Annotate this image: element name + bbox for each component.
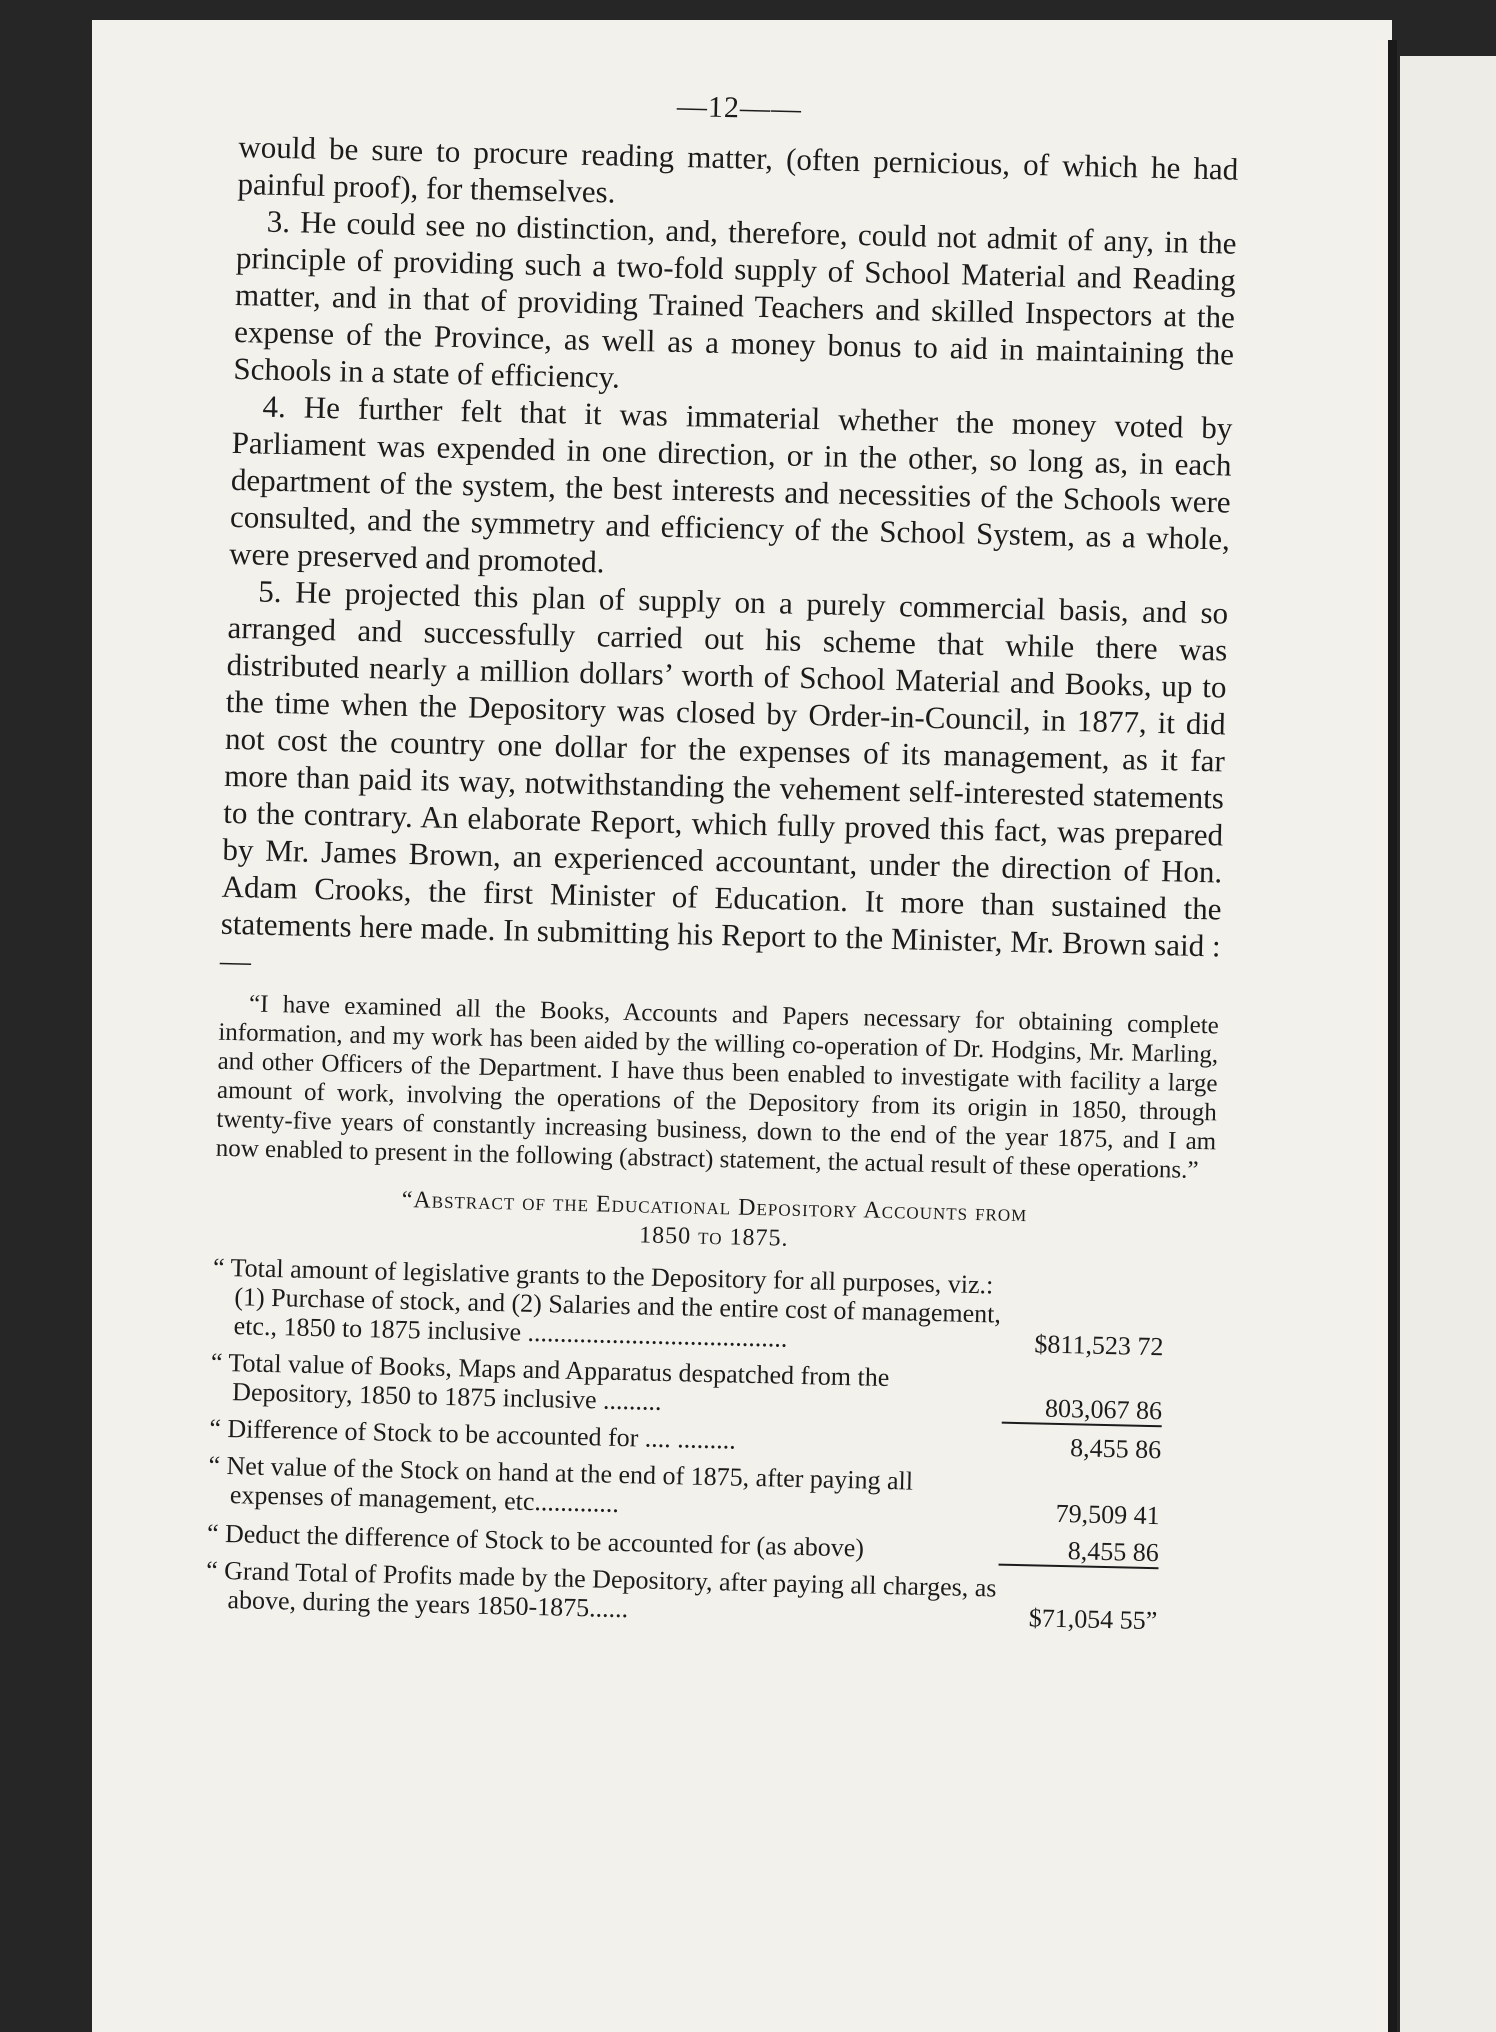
paragraph-point-4: 4. He further felt that it was immaterial whether the money voted by Parliament was expended in one direction, or in the other, so long as, in each department of the system, the best interests and necessities of the Schools were consulted, and the symmetry and efficiency of the School System, as a whole, were preserved and promoted. bbox=[228, 388, 1233, 580]
accounts-abstract bbox=[205, 1253, 1213, 1637]
abstract-heading-line-1: “Abstract of the Educational Depository Accounts from bbox=[401, 1186, 1028, 1228]
ledger-row bbox=[211, 1253, 1213, 1363]
ledger-amount: $811,523 72 bbox=[1034, 1329, 1164, 1362]
ledger-description: “ Total value of Books, Maps and Apparatus despatched from the Depository, 1850 to 1875 inclusive ......... bbox=[210, 1347, 890, 1416]
ledger-description: “ Net value of the Stock on hand at the end of 1875, after paying all expenses of management, etc............. bbox=[208, 1450, 914, 1518]
page-text bbox=[205, 80, 1240, 1636]
page-gutter-shadow bbox=[1388, 40, 1397, 2032]
abstract-heading-line-2: 1850 to 1875. bbox=[638, 1222, 789, 1252]
ledger-description: “ Total amount of legislative grants to the Depository for all purposes, viz.: (1) Purchase of stock, and (2) Salaries and the entire cost of management, etc., 1850 to 1875 inclusive ........................................ bbox=[212, 1252, 1002, 1353]
ledger-amount: 79,509 41 bbox=[1055, 1498, 1160, 1531]
ledger-amount: 8,455 86 bbox=[1069, 1433, 1162, 1465]
paragraph-point-5: 5. He projected this plan of supply on a purely commercial basis, and so arranged and successfully carried out his scheme that while there was distributed nearly a million dollars’ worth of School Material and Books, up to the time when the Depository was closed by Order-in-Council, in 1877, it did not cost the country one dollar for the expenses of its management, as it far more than paid its way, notwithstanding the vehement self-interested statements to the contrary. An elaborate Report, which fully proved this fact, was prepared by Mr. James Brown, an experienced accountant, under the direction of Hon. Adam Crooks, the first Minister of Education. It more than sustained the statements here made. In submitting his Report to the Minister, Mr. Brown said :— bbox=[219, 573, 1229, 979]
page-number: —12—— bbox=[676, 89, 803, 126]
abstract-heading bbox=[214, 1181, 1215, 1264]
ledger-description: “ Difference of Stock to be accounted for .... ......... bbox=[209, 1413, 737, 1455]
grand-total-amount: $71,054 55” bbox=[1028, 1603, 1158, 1636]
paragraph-point-3: 3. He could see no distinction, and, therefore, could not admit of any, in the principle of providing such a two-fold supply of School Material and Reading matter, and in that of providing Trained Teachers and skilled Inspectors at the expense of the Province, as well as a money bonus to aid in maintaining the Schools in a state of efficiency. bbox=[233, 203, 1237, 395]
ledger-amount: 8,455 86 bbox=[998, 1535, 1159, 1570]
grand-total-description: “ Grand Total of Profits made by the Depository, after paying all charges, as above, during the years 1850-1875...... bbox=[205, 1555, 997, 1624]
ledger-amount: 803,067 86 bbox=[1002, 1393, 1163, 1428]
brown-quotation: “I have examined all the Books, Accounts and Papers necessary for obtaining complete information, and my work has been aided by the willing co-operation of Dr. Hodgins, Mr. Marling, and other Officers of the Department. I have thus been enabled to investigate with facility a large amount of work, involving the operations of the Depository from its origin in 1850, through twenty-five years of constantly increasing business, down to the end of the year 1875, and I am now enabled to present in the following (abstract) statement, the actual result of these operations.” bbox=[215, 990, 1220, 1185]
ledger-description: “ Deduct the difference of Stock to be accounted for (as above) bbox=[206, 1518, 865, 1563]
paragraph-continuation: would be sure to procure reading matter, (often pernicious, of which he had painful proof), for themselves. bbox=[237, 128, 1239, 210]
facing-page-edge bbox=[1400, 56, 1496, 2032]
